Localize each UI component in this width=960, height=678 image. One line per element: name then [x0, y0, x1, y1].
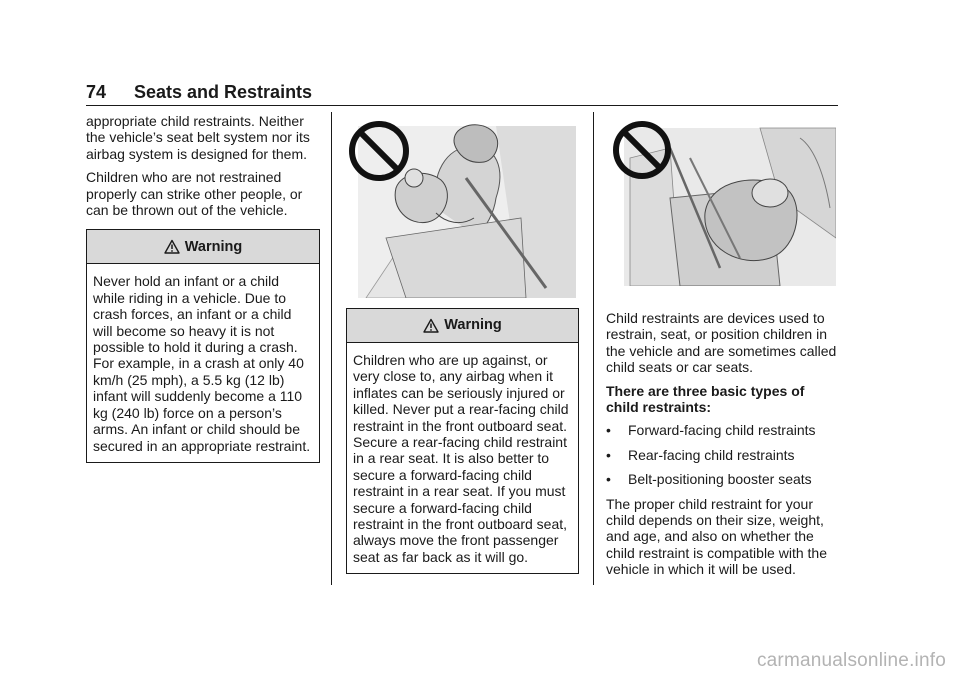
- warning-header: [347, 309, 578, 343]
- warning-box: [346, 308, 579, 574]
- page-number: 74: [86, 82, 107, 102]
- column-3: [606, 310, 838, 585]
- paragraph: appropriate child restraints. Neither the vehicle’s seat belt system nor its airbag system is designed for them.: [86, 113, 310, 162]
- bullet-glyph: •: [606, 471, 611, 488]
- paragraph: The proper child restraint for your child depends on their size, weight, and age, and also on whether the child restraint is compatible with the vehicle in which it will be used.: [606, 495, 827, 578]
- column-divider-1: [331, 112, 332, 585]
- illustration-holding-infant: [346, 118, 576, 298]
- watermark: carmanualsonline.info: [756, 650, 946, 671]
- list-item: • Rear-facing child restraints: [606, 446, 795, 463]
- column-2: [346, 308, 579, 574]
- types-heading: There are three basic types of child restraints:: [606, 382, 805, 416]
- paragraph: Child restraints are devices used to restrain, seat, or position children in the vehicle and are sometimes called child seats or car seats.: [606, 310, 837, 376]
- warning-text: Children who are up against, or very close to, any airbag when it inflates can be seriously injured or killed. Never put a rear-facing child restraint in the front outboard seat. Secure a rear-facing child restraint in a rear seat. It is also better to secure a forward-facing child restraint in a rear seat. If you must secure a forward-facing child restraint in the front outboard seat, always move the front passenger seat as far back as it will go.: [353, 352, 569, 565]
- warning-text: Never hold an infant or a child while riding in a vehicle. Due to crash forces, an infant or a child will become so heavy it is not possible to hold it during a crash. For example, in a crash at only 40 km/h (25 mph), a 5.5 kg (12 lb) infant will suddenly become a 110 kg (240 lb) force on a person’s arms. An infant or child should be secured in an appropriate restraint.: [93, 273, 311, 454]
- warning-box: [86, 229, 320, 462]
- restraint-types-list: [606, 422, 838, 487]
- paragraph: Children who are not restrained properly can strike other people, or can be thrown out of the vehicle.: [86, 169, 303, 219]
- illustration-rear-facing-seat: [610, 118, 836, 286]
- column-1: [86, 113, 320, 463]
- prohibition-sign-icon: [346, 118, 412, 184]
- list-item: • Forward-facing child restraints: [606, 422, 816, 439]
- column-divider-2: [593, 112, 594, 585]
- page-header: [86, 80, 838, 106]
- warning-header: [87, 230, 319, 264]
- warning-triangle-icon: [164, 239, 180, 254]
- bullet-glyph: •: [606, 446, 611, 463]
- list-item: • Belt-positioning booster seats: [606, 471, 812, 488]
- warning-title: Warning: [184, 238, 243, 255]
- warning-triangle-icon: [423, 318, 439, 333]
- warning-title: Warning: [444, 317, 502, 334]
- bullet-glyph: •: [606, 422, 611, 439]
- prohibition-sign-icon: [610, 118, 674, 182]
- section-title: Seats and Restraints: [134, 82, 313, 102]
